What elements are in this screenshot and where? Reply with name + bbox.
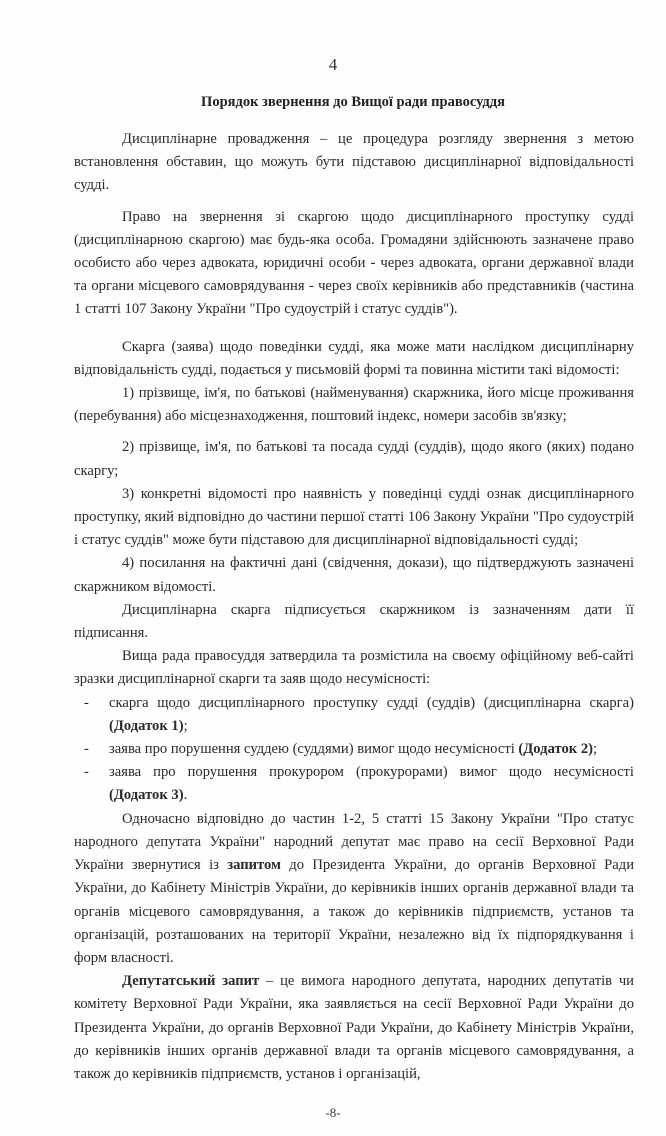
bold-term: запитом	[227, 857, 281, 874]
text-run: до Президента України, до органів Верховної Ради України, до Кабінету Міністрів України, до керівників інших органів державної влади та органів місцевого самоврядування, а також до керівників підприємств, установ та організацій, розташованих на території України, незалежно від їх підпорядкування і форм власності.	[74, 857, 634, 966]
annex-label: (Додаток 3)	[109, 787, 184, 804]
spacer	[74, 198, 634, 206]
spacer	[74, 428, 634, 436]
requirement-item-3: 3) конкретні відомості про наявність у поведінці судді ознак дисциплінарного проступку, який відповідно до частини першої статті 106 Закону України "Про судоустрій і статус суддів" може бути підставою для дисциплінарної відповідальності судді;	[74, 485, 634, 549]
annex-list-item	[74, 692, 634, 738]
text-run: Одночасно відповідно до частин 1-2, 5 статті 15 Закону України "Про статус народного депутата України" народний депутат має право на сесії Верховної Ради України звернутися із	[74, 810, 634, 874]
annex-list-item	[74, 738, 634, 761]
annex-text: заява про порушення прокурором (прокурорами) вимог щодо несумісності	[109, 764, 634, 781]
paragraph-complaint-requirements: Скарга (заява) щодо поведінки судді, яка може мати наслідком дисциплінарну відповідальність судді, подається у письмовій формі та повинна містити такі відомості:	[74, 338, 634, 378]
paragraph-definition: Дисциплінарне провадження – це процедура розгляду звернення з метою встановлення обставин, що можуть бути підставою дисциплінарної відповідальності судді.	[74, 131, 634, 194]
page-number-bottom: -8-	[325, 1105, 341, 1121]
annex-label: (Додаток 1)	[109, 717, 184, 734]
dash-bullet: -	[84, 764, 89, 781]
document-title: Порядок звернення до Вищої ради правосуддя	[201, 94, 505, 110]
page-number-top: 4	[328, 55, 338, 74]
paragraph-deputy-request-definition	[74, 970, 634, 1086]
annex-label: (Додаток 2)	[518, 741, 593, 758]
requirement-item-2: 2) прізвище, ім'я, по батькові та посада судді (суддів), щодо якого (яких) подано скаргу;	[74, 439, 634, 479]
annex-text: скарга щодо дисциплінарного проступку судді (суддів) (дисциплінарна скарга)	[109, 694, 634, 711]
dash-bullet: -	[84, 741, 89, 758]
requirement-item-1: 1) прізвище, ім'я, по батькові (найменування) скаржника, його місце проживання (перебування) або місцезнаходження, поштовий індекс, номери засобів зв'язку;	[74, 385, 634, 425]
paragraph-deputy-right	[74, 808, 634, 970]
annex-punct: ;	[183, 717, 188, 734]
dash-bullet: -	[84, 694, 89, 711]
document-body	[74, 128, 634, 1086]
annex-text: заява про порушення суддею (суддями) вимог щодо несумісності	[109, 741, 519, 758]
annex-punct: .	[183, 787, 188, 804]
annex-list	[74, 692, 634, 808]
spacer	[74, 322, 634, 336]
annex-punct: ;	[592, 741, 598, 758]
paragraph-right-to-complain: Право на звернення зі скаргою щодо дисциплінарного проступку судді (дисциплінарною скаргою) має будь-яка особа. Громадяни здійснюють зазначене право особисто або через адвоката, юридичні особи - через адвоката, органи державної влади та органи місцевого самоврядування - через своїх керівників або представників (частина 1 статті 107 Закону України "Про судоустрій і статус суддів").	[74, 208, 634, 318]
bold-term: Депутатський запит	[122, 973, 260, 990]
paragraph-signature: Дисциплінарна скарга підписується скаржником із зазначенням дати її підписання.	[74, 601, 634, 642]
annex-list-item	[74, 761, 634, 807]
requirement-item-4: 4) посилання на фактичні дані (свідчення, докази), що підтверджують зазначені скаржником відомості.	[74, 555, 634, 595]
text-run: – це вимога народного депутата, народних депутатів чи комітету Верховної Ради України, яка заявляється на сесії Верховної Ради України до Президента України, до органів Верховної Ради України, до Кабінету Міністрів України, до керівників інших органів державної влади та органів місцевого самоврядування, а також до керівників підприємств, установ і організацій,	[74, 973, 634, 1082]
paragraph-templates: Вища рада правосуддя затвердила та розмістила на своєму офіційному веб-сайті зразки дисциплінарної скарги та заяв щодо несумісності:	[74, 648, 634, 688]
